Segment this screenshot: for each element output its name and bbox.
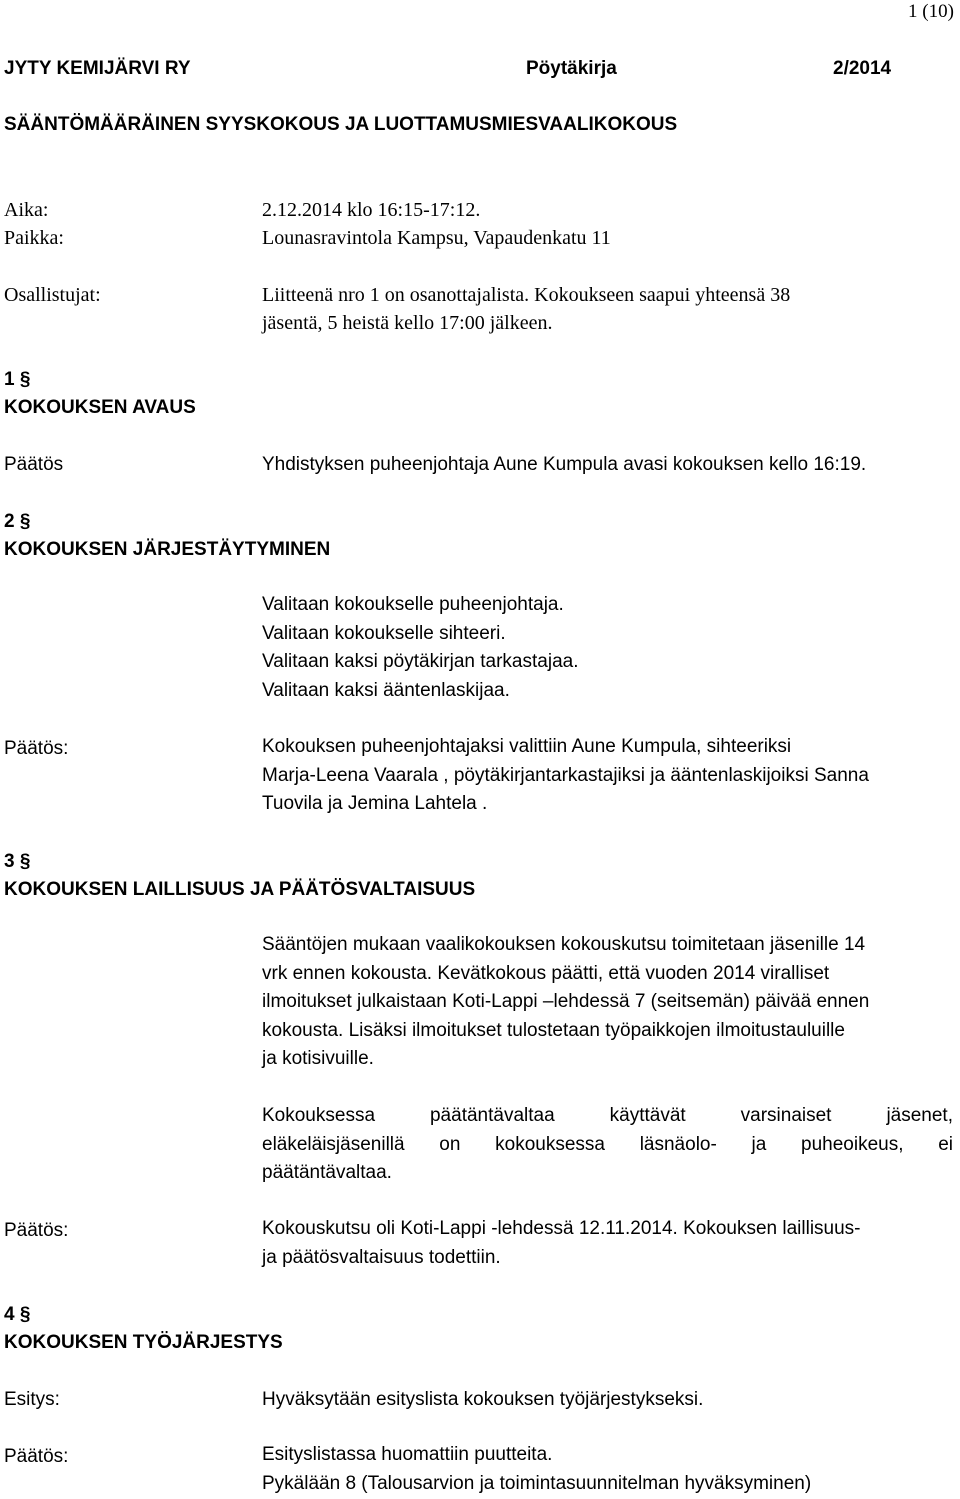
paragraph-line: Kokouksessa päätäntävaltaa käyttävät varsinaiset jäsenet,: [262, 1105, 953, 1126]
document-number: 2/2014: [833, 58, 892, 79]
paragraph-line: päätäntävaltaa.: [262, 1162, 392, 1183]
paragraph-line: ja kotisivuille.: [262, 1048, 374, 1069]
section-title: KOKOUKSEN JÄRJESTÄYTYMINEN: [4, 539, 331, 560]
decision-line: Tuovila ja Jemina Lahtela .: [262, 793, 488, 814]
section-number: 2 §: [4, 511, 31, 532]
list-item: Valitaan kaksi pöytäkirjan tarkastajaa.: [262, 651, 579, 672]
decision-line: ja päätösvaltaisuus todettiin.: [262, 1246, 501, 1268]
decision-label: Päätös:: [4, 1220, 69, 1241]
decision-line: Kokouskutsu oli Koti-Lappi -lehdessä 12.11.2014. Kokouksen laillisuus-: [262, 1218, 861, 1239]
time-label: Aika:: [4, 199, 49, 221]
place-value: Lounasravintola Kampsu, Vapaudenkatu 11: [262, 227, 611, 249]
section-title: KOKOUKSEN AVAUS: [4, 397, 196, 418]
decision-label: Päätös: [4, 454, 64, 475]
paragraph-line: Sääntöjen mukaan vaalikokouksen kokouskutsu toimitetaan jäsenille 14: [262, 934, 866, 955]
paragraph-line: vrk ennen kokousta. Kevätkokous päätti, että vuoden 2014 viralliset: [262, 962, 830, 984]
decision-label: Päätös:: [4, 1446, 69, 1467]
list-item: Valitaan kokoukselle sihteeri.: [262, 622, 506, 644]
proposal-text: Hyväksytään esityslista kokouksen työjärjestykseksi.: [262, 1389, 704, 1410]
paragraph: [262, 1102, 953, 1188]
section-number: 4 §: [4, 1304, 31, 1325]
section-number: 3 §: [4, 851, 31, 872]
decision-text: [262, 1441, 811, 1498]
organization-name: JYTY KEMIJÄRVI RY: [4, 58, 191, 79]
section-title: KOKOUKSEN TYÖJÄRJESTYS: [4, 1332, 283, 1353]
decision-line: Kokouksen puheenjohtajaksi valittiin Aune Kumpula, sihteeriksi: [262, 736, 792, 757]
section-title: KOKOUKSEN LAILLISUUS JA PÄÄTÖSVALTAISUUS: [4, 879, 476, 900]
list-item: Valitaan kaksi ääntenlaskijaa.: [262, 679, 510, 701]
decision-label: Päätös:: [4, 738, 69, 759]
page-number: 1 (10): [908, 1, 954, 22]
decision-text: [262, 1215, 861, 1272]
decision-line: Esityslistassa huomattiin puutteita.: [262, 1444, 553, 1465]
paragraph-line: kokousta. Lisäksi ilmoitukset tulostetaan työpaikkojen ilmoitustauluille: [262, 1019, 845, 1041]
decision-line: Marja-Leena Vaarala , pöytäkirjantarkastajiksi ja ääntenlaskijoiksi Sanna: [262, 764, 869, 786]
paragraph-line: ilmoitukset julkaistaan Koti-Lappi –lehdessä 7 (seitsemän) päivää ennen: [262, 991, 870, 1012]
time-value: 2.12.2014 klo 16:15-17:12.: [262, 199, 481, 221]
place-label: Paikka:: [4, 227, 64, 249]
decision-text: [262, 733, 869, 819]
list-item: Valitaan kokoukselle puheenjohtaja.: [262, 594, 564, 615]
paragraph: [262, 931, 869, 1074]
document-type: Pöytäkirja: [526, 58, 617, 79]
paragraph-line: eläkeläisjäsenillä on kokouksessa läsnäolo- ja puheoikeus, ei: [262, 1133, 953, 1155]
decision-line: Pykälään 8 (Talousarvion ja toimintasuunnitelman hyväksyminen): [262, 1472, 812, 1494]
decision-text: Yhdistyksen puheenjohtaja Aune Kumpula avasi kokouksen kello 16:19.: [262, 454, 867, 475]
participants-label: Osallistujat:: [4, 284, 101, 306]
proposal-label: Esitys:: [4, 1389, 60, 1410]
participants-line: jäsentä, 5 heistä kello 17:00 jälkeen.: [262, 312, 553, 334]
section-number: 1 §: [4, 369, 31, 390]
section-items: [262, 591, 578, 705]
meeting-title: SÄÄNTÖMÄÄRÄINEN SYYSKOKOUS JA LUOTTAMUSMIESVAALIKOKOUS: [4, 114, 678, 135]
participants-line: Liitteenä nro 1 on osanottajalista. Kokoukseen saapui yhteensä 38: [262, 284, 791, 306]
